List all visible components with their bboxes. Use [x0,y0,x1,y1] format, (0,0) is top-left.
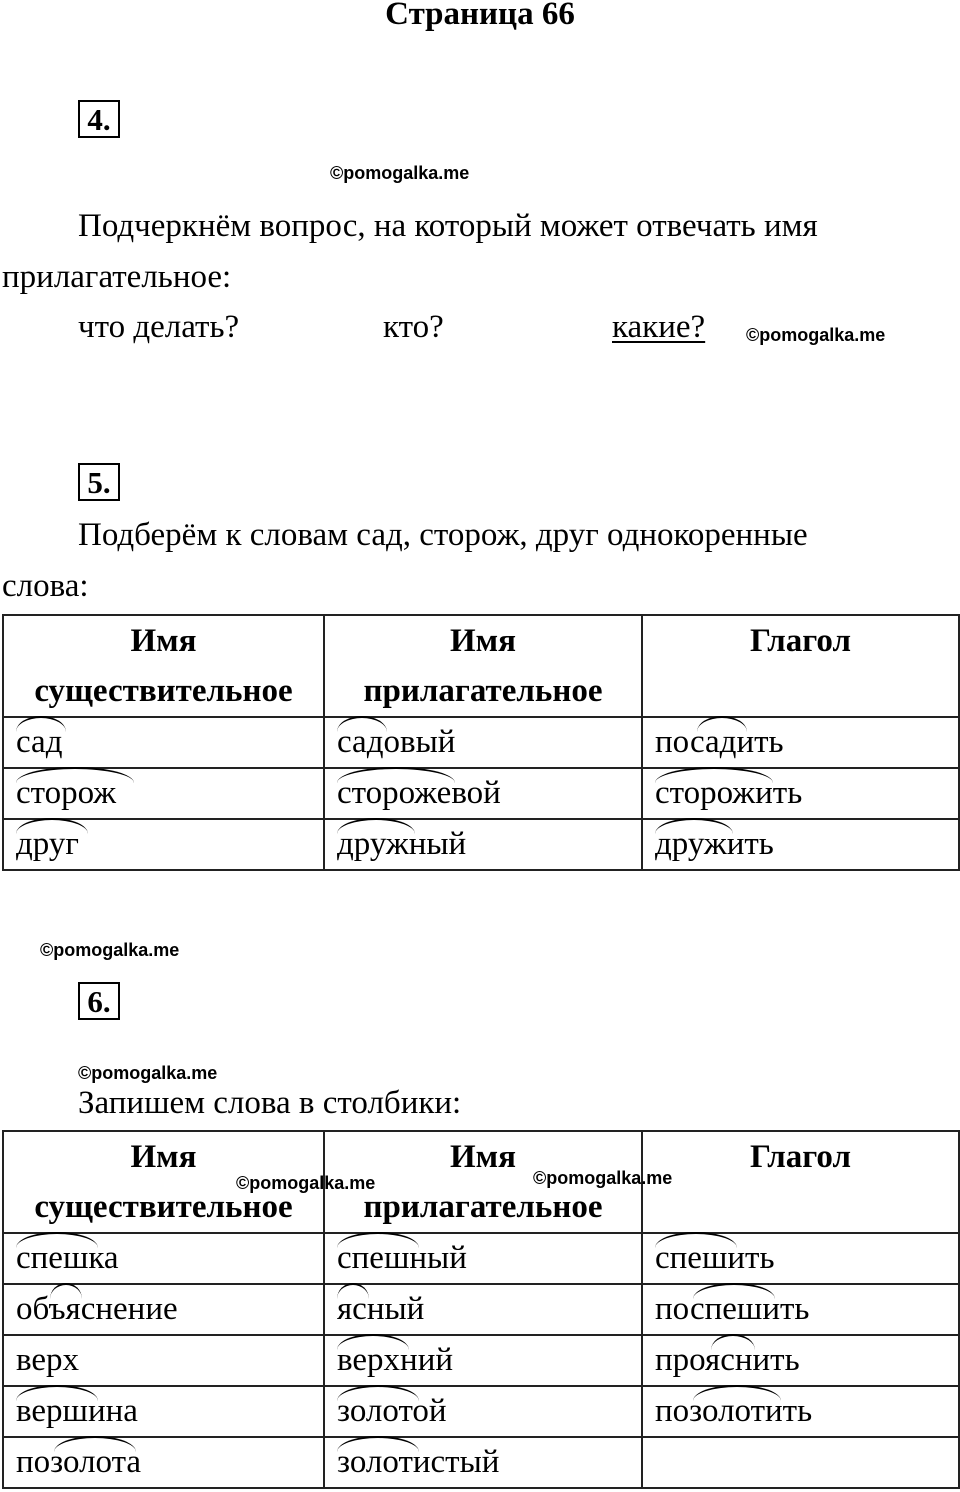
cell-word: верхний [337,1342,454,1378]
page-title: Страница 66 [385,0,575,32]
task-5-number: 5. [78,463,120,501]
cell-word: сад [16,724,63,760]
cell-word: дружный [337,826,467,862]
table-header-row [3,1131,959,1233]
cell-word: друг [16,826,79,862]
table-row [3,768,959,819]
header-adjective: Имя прилагательное [324,1131,642,1233]
table-row [3,1386,959,1437]
task-6-number: 6. [78,982,120,1020]
header-noun: Имя существительное [3,615,324,717]
option-who: кто? [383,309,444,345]
cell-word: вершина [16,1393,138,1429]
cell-word: сторож [16,775,117,811]
watermark: ©pomogalka.me [330,163,470,183]
watermark: ©pomogalka.me [78,1063,218,1083]
header-adjective: Имя прилагательное [324,615,642,717]
option-which-underlined: какие? [612,309,706,345]
cell-word: спешить [655,1240,775,1276]
cell-word: позолота [16,1444,142,1480]
cell-word: сторожевой [337,775,501,811]
table-row [3,819,959,870]
table-header-row [3,615,959,717]
task-5-text-line1: Подберём к словам сад, сторож, друг однокоренные [78,517,808,553]
cell-word: спешный [337,1240,467,1276]
watermark: ©pomogalka.me [746,325,886,345]
cell-word: золотой [337,1393,447,1429]
cell-word: посадить [655,724,784,760]
task-4-text-line1: Подчеркнём вопрос, на который может отвечать имя [78,208,818,244]
cell-word: спешка [16,1240,119,1276]
cell-word: сторожить [655,775,803,811]
option-what-to-do: что делать? [78,309,240,345]
task-6-text: Запишем слова в столбики: [78,1085,462,1121]
table-row [3,1284,959,1335]
cell-word: позолотить [655,1393,813,1429]
cell-word: садовый [337,724,456,760]
header-noun: Имя существительное [3,1131,324,1233]
table-row [3,1233,959,1284]
header-verb: Глагол [642,1131,959,1233]
cell-word: дружить [655,826,774,862]
cell-word: прояснить [655,1342,800,1378]
cell-word: ясный [337,1291,425,1327]
header-verb: Глагол [642,615,959,717]
watermark: ©pomogalka.me [236,1173,376,1193]
cell-word: объяснение [16,1291,178,1327]
task-4-text-line2: прилагательное: [2,259,232,295]
watermark: ©pomogalka.me [40,940,180,960]
table-row [3,717,959,768]
task-4-number: 4. [78,100,120,138]
task-6-table [2,1130,960,1489]
table-row [3,1437,959,1488]
task-5-text-line2: слова: [2,568,89,604]
cell-word: верх [16,1342,80,1378]
watermark: ©pomogalka.me [533,1168,673,1188]
cell-word: золотистый [337,1444,500,1480]
table-row [3,1335,959,1386]
task-5-table [2,614,960,871]
cell-word: поспешить [655,1291,810,1327]
